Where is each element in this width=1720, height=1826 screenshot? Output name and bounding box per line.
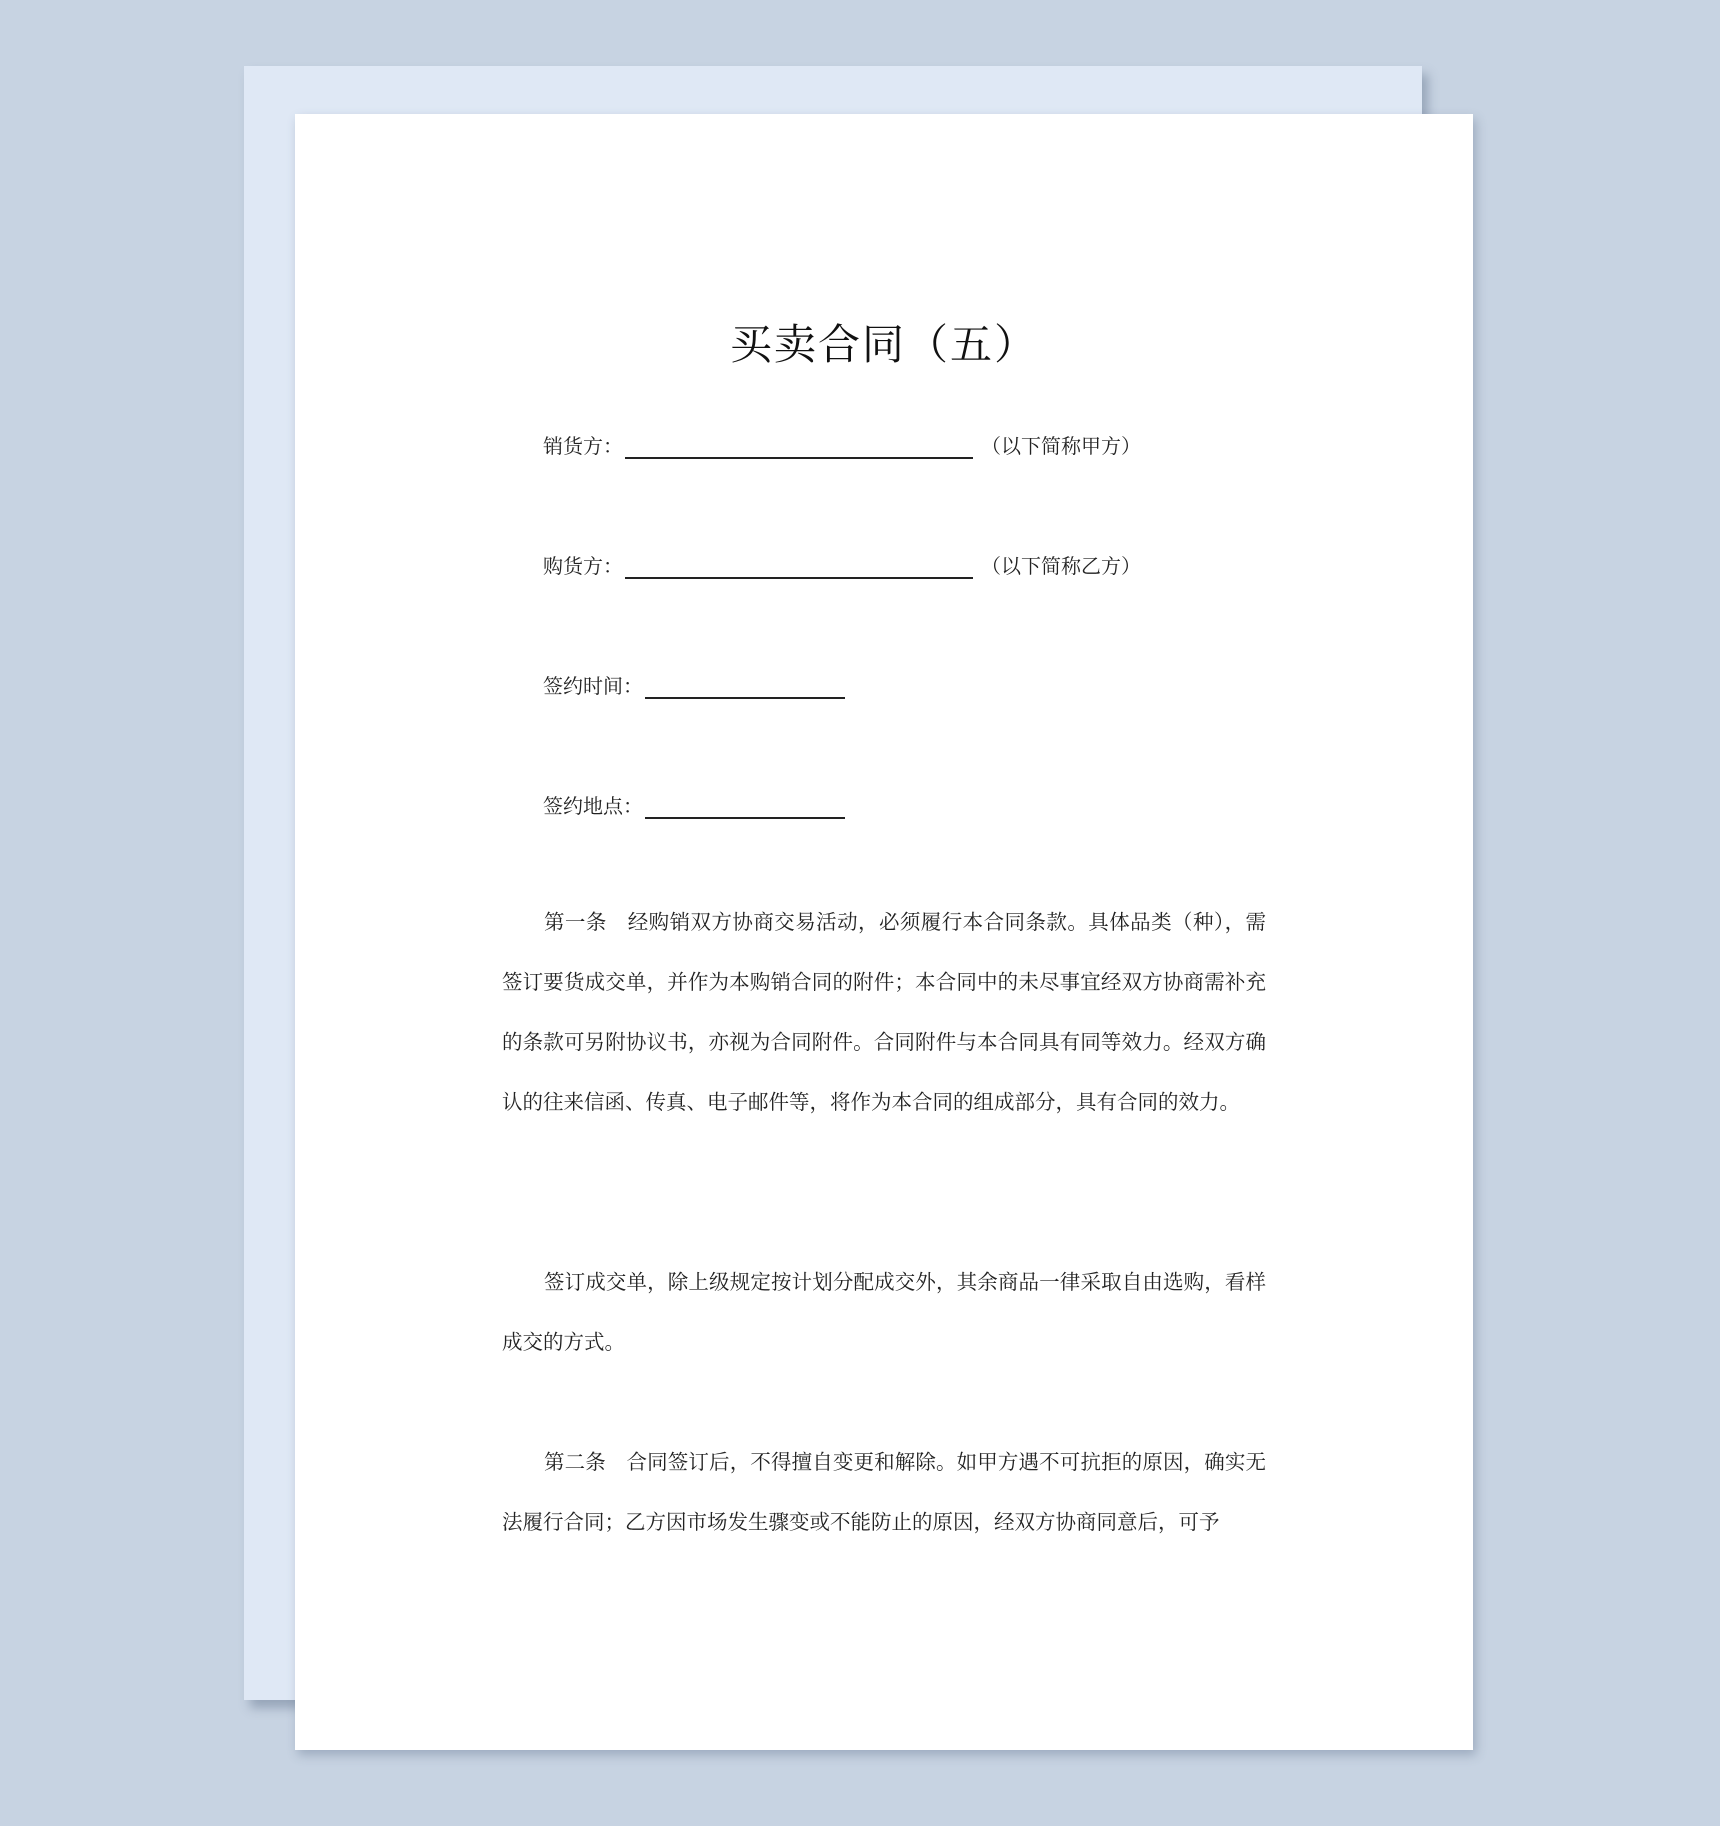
sign-time-field: [543, 670, 853, 699]
sign-time-label: 签约时间：: [543, 674, 643, 698]
article-2-paragraph: 第二条 合同签订后，不得擅自变更和解除。如甲方遇不可抗拒的原因，确实无法履行合同；乙方因市场发生骤变或不能防止的原因，经双方协商同意后，可予: [502, 1450, 1266, 1534]
article-1-paragraph: 第一条 经购销双方协商交易活动，必须履行本合同条款。具体品类（种），需签订要货成交单，并作为本购销合同的附件；本合同中的未尽事宜经双方协商需补充的条款可另附协议书，亦视为合同附件。合同附件与本合同具有同等效力。经双方确认的往来信函、传真、电子邮件等，将作为本合同的组成部分，具有合同的效力。: [502, 910, 1266, 1114]
document-title: 买卖合同（五）: [729, 320, 1038, 369]
buyer-label: 购货方：: [543, 554, 623, 578]
sign-place-field: [543, 790, 853, 819]
seller-field: [543, 430, 1141, 459]
buyer-note: （以下简称乙方）: [981, 554, 1141, 578]
seller-blank-line[interactable]: [625, 435, 973, 459]
order-form-paragraph: 签订成交单，除上级规定按计划分配成交外，其余商品一律采取自由选购，看样成交的方式。: [502, 1270, 1266, 1354]
sign-place-label: 签约地点：: [543, 794, 643, 818]
seller-note: （以下简称甲方）: [981, 434, 1141, 458]
buyer-blank-line[interactable]: [625, 555, 973, 579]
buyer-field: [543, 550, 1141, 579]
sign-time-blank-line[interactable]: [645, 675, 845, 699]
sign-place-blank-line[interactable]: [645, 795, 845, 819]
document-page: [295, 114, 1473, 1750]
seller-label: 销货方：: [543, 434, 623, 458]
